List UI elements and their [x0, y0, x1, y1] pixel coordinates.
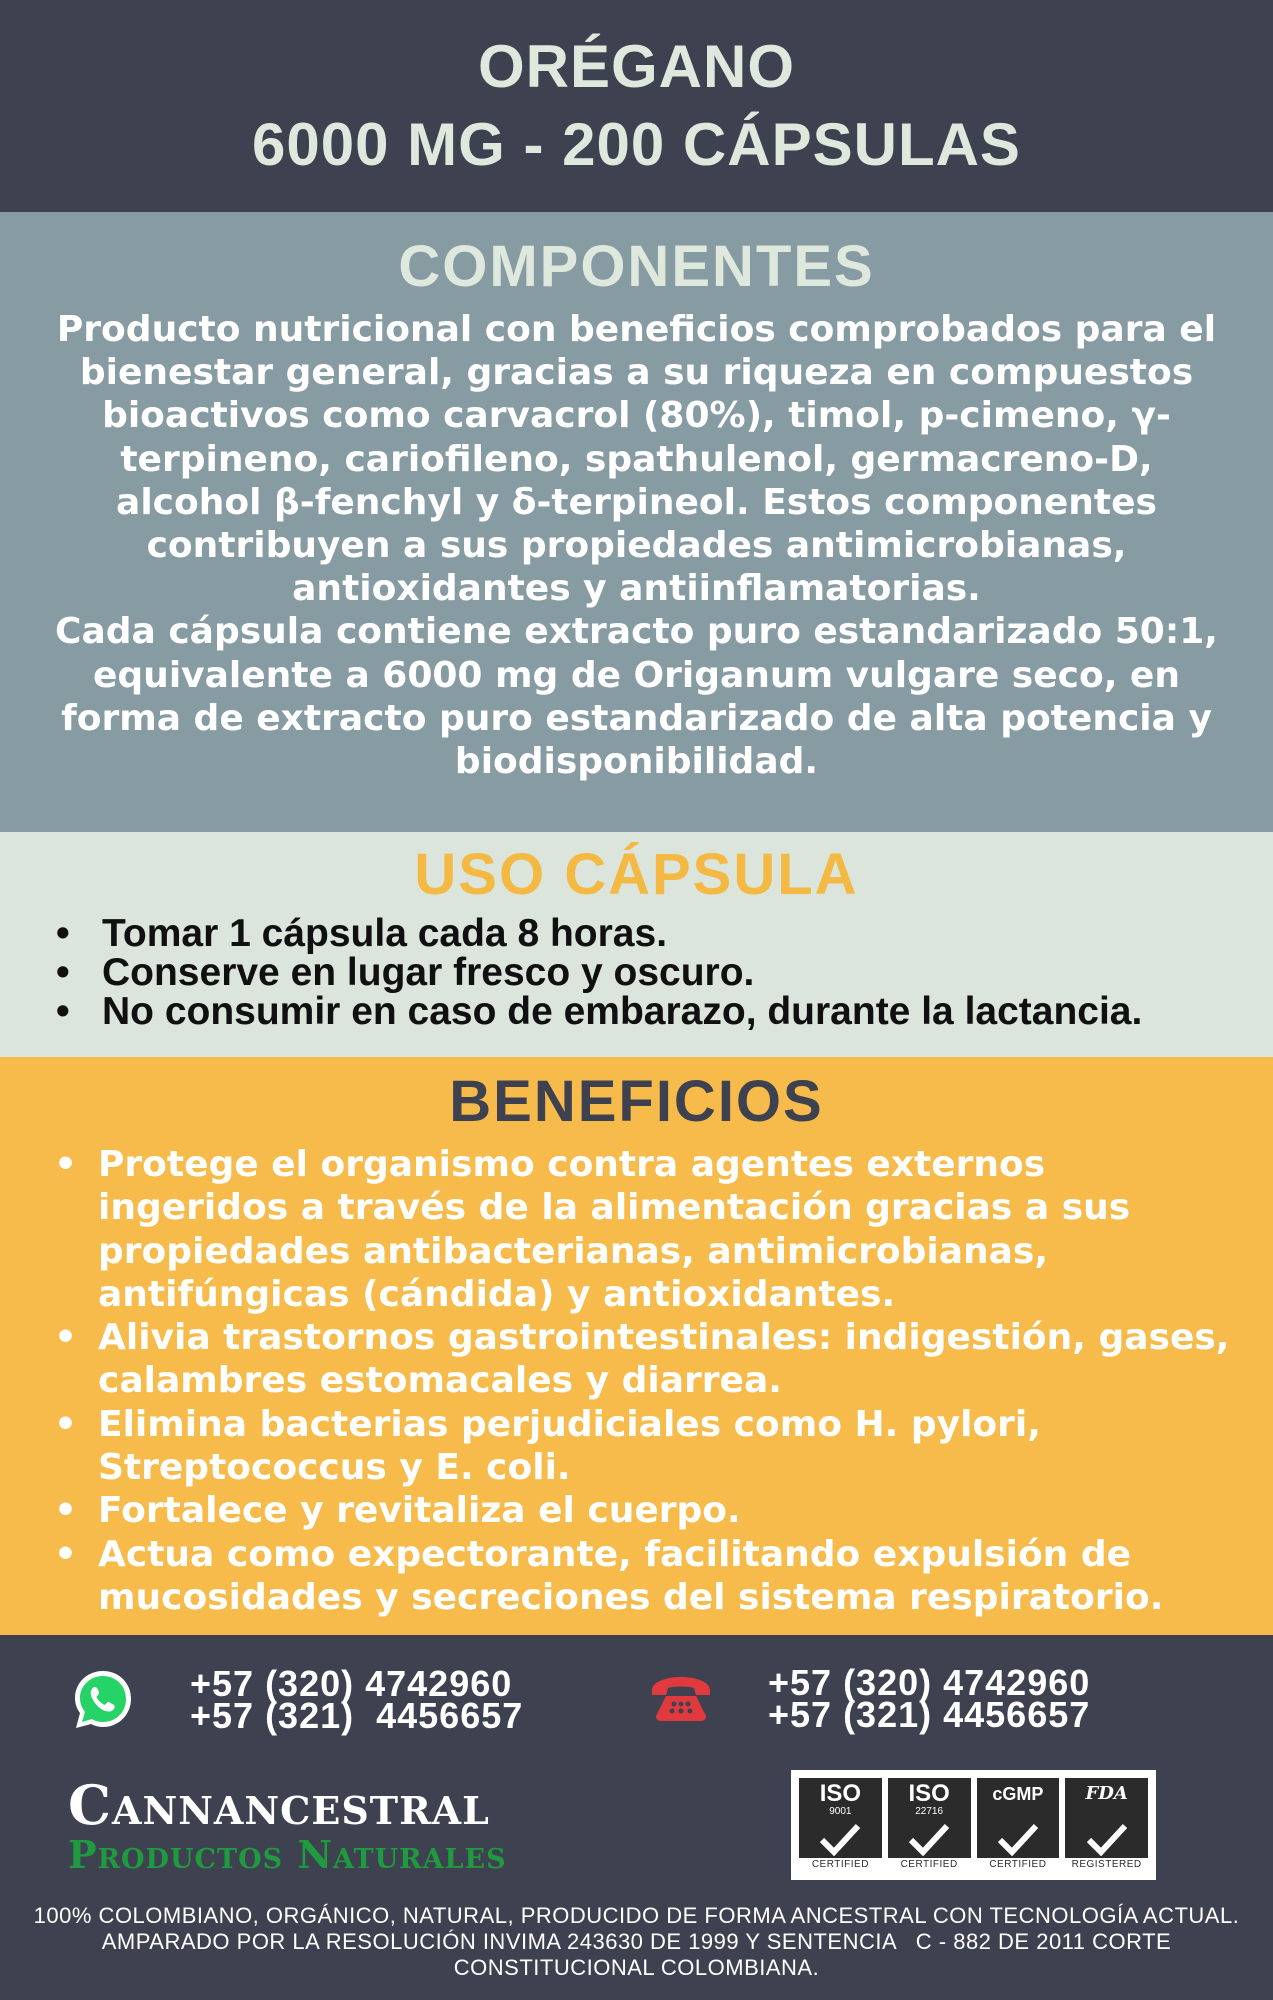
footer: [0, 1635, 1273, 2000]
uso-capsula-section: [0, 832, 1273, 1057]
cert-cgmp: [977, 1778, 1060, 1872]
cert-iso-9001: [799, 1778, 882, 1872]
cert-label: CERTIFIED: [900, 1859, 958, 1870]
list-item: • Elimina bacterias perjudiciales como H. pylori, Streptococcus y E. coli.: [52, 1403, 1237, 1490]
checkmark-icon: [996, 1822, 1040, 1856]
uso-capsula-heading: USO CÁPSULA: [414, 842, 859, 907]
telephone-phone-1: +57 (320) 4742960: [768, 1662, 1091, 1703]
brand-logo: [68, 1773, 507, 1877]
product-title: [252, 28, 1021, 184]
cert-label: CERTIFIED: [989, 1859, 1047, 1870]
header: [0, 0, 1273, 212]
cert-fda: [1065, 1778, 1148, 1872]
componentes-paragraph: [0, 308, 1273, 783]
list-item: • Tomar 1 cápsula cada 8 horas.: [56, 914, 1273, 953]
cert-title: ISO: [908, 1780, 950, 1807]
beneficios-section: [0, 1057, 1273, 1635]
componentes-section: [0, 212, 1273, 832]
checkmark-icon: [818, 1822, 862, 1856]
componentes-paragraph-2: Cada cápsula contiene extracto puro estandarizado 50:1, equivalente a 6000 mg de Origanum vulgare seco, en forma de extracto puro estandarizado de alta potencia y biodisponibilidad.: [55, 611, 1218, 783]
certifications-badges: [791, 1770, 1156, 1880]
componentes-heading: COMPONENTES: [398, 234, 875, 299]
componentes-paragraph-1: Producto nutricional con beneficios comprobados para el bienestar general, gracias a su riqueza en compuestos bioactivos como carvacrol (80%), timol, p-cimeno, γ-terpineno, cariofileno, spathulenol, germacreno-D, alcohol β-fenchyl y δ-terpineol. Estos componentes contribuyen a sus propiedades antimicrobianas, antioxidantes y antiinflamatorias.: [56, 309, 1217, 610]
cert-number: 22716: [915, 1806, 944, 1817]
cert-title: cGMP: [992, 1784, 1044, 1804]
list-item: • Conserve en lugar fresco y oscuro.: [56, 953, 1273, 992]
cert-title: ISO: [819, 1780, 862, 1807]
cert-label: CERTIFIED: [811, 1859, 869, 1870]
list-item: • Protege el organismo contra agentes externos ingeridos a través de la alimentación gracias a sus propiedades antibacterianas, antimicrobianas, antifúngicas (cándida) y antioxidantes.: [52, 1143, 1237, 1316]
telephone-phone-2: +57 (321) 4456657: [768, 1694, 1091, 1735]
uso-list: [0, 914, 1273, 1031]
checkmark-icon: [1085, 1822, 1129, 1856]
cert-title: FDA: [1085, 1783, 1128, 1804]
legal-notice: 100% COLOMBIANO, ORGÁNICO, NATURAL, PRODUCIDO DE FORMA ANCESTRAL CON TECNOLOGÍA ACTUAL. AMPARADO POR LA RESOLUCIÓN INVIMA 243630 DE 1999 Y SENTENCIA C - 882 DE 2011 CORTE CONSTITUCIONAL COLOMBIANA.: [33, 1903, 1245, 1980]
beneficios-heading: BENEFICIOS: [449, 1069, 824, 1134]
whatsapp-phone-2: +57 (321) 4456657: [190, 1695, 524, 1736]
cert-label: REGISTERED: [1071, 1859, 1142, 1870]
brand-subtitle: Productos Naturales: [68, 1832, 507, 1877]
list-item: • No consumir en caso de embarazo, durante la lactancia.: [56, 992, 1273, 1031]
brand-name: Cannancestral: [68, 1773, 490, 1837]
telephone-contact[interactable]: [648, 1662, 1091, 1735]
whatsapp-icon: [70, 1667, 136, 1733]
list-item: • Fortalece y revitaliza el cuerpo.: [52, 1489, 1237, 1532]
checkmark-icon: [907, 1822, 951, 1856]
whatsapp-contact[interactable]: [70, 1663, 524, 1736]
list-item: • Actua como expectorante, facilitando expulsión de mucosidades y secreciones del sistema respiratorio.: [52, 1533, 1237, 1620]
product-title-line1: ORÉGANO: [477, 33, 796, 100]
list-item: • Alivia trastornos gastrointestinales: indigestión, gases, calambres estomacales y diarrea.: [52, 1316, 1237, 1403]
beneficios-list: [0, 1143, 1273, 1619]
telephone-icon: [648, 1674, 714, 1724]
whatsapp-phone-1: +57 (320) 4742960: [190, 1663, 513, 1704]
cert-number: 9001: [829, 1806, 852, 1817]
product-title-line2: 6000 MG - 200 CÁPSULAS: [252, 111, 1021, 178]
cert-iso-22716: [888, 1778, 971, 1872]
